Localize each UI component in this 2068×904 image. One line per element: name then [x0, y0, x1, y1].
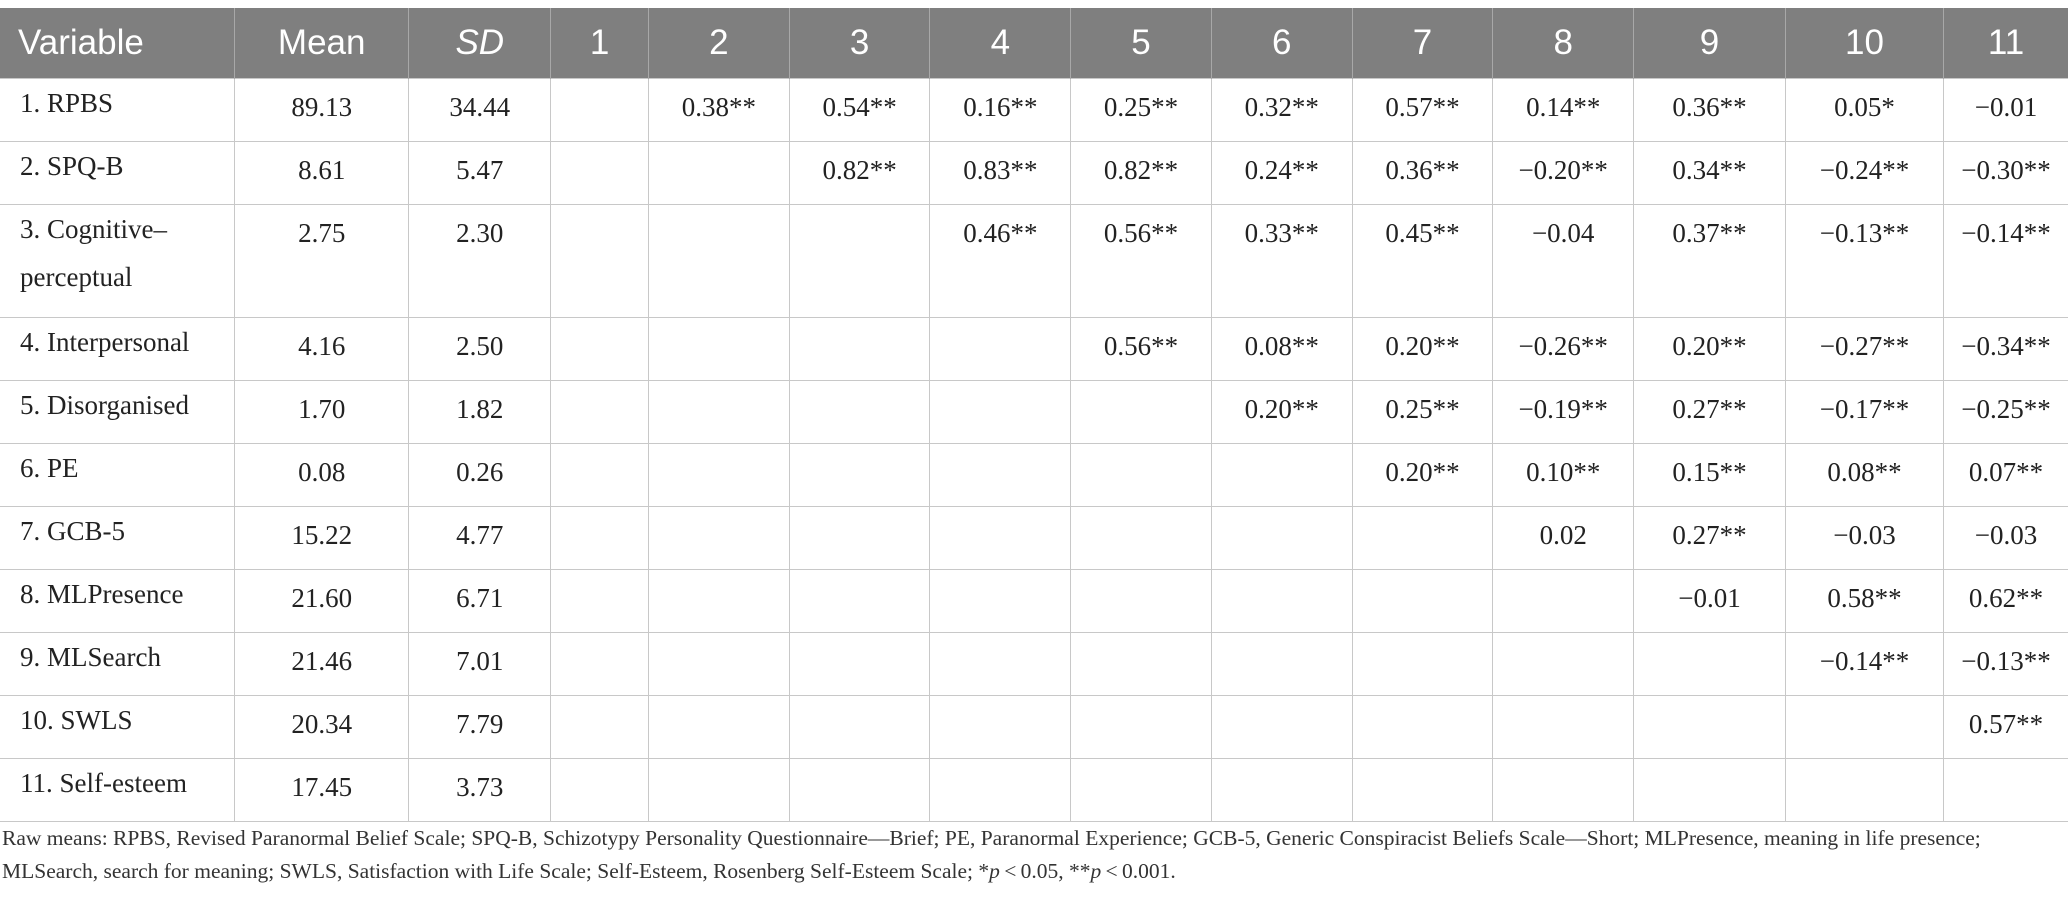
correlation-cell-7 [1352, 633, 1493, 696]
footnote-p2-marker: ** [1069, 859, 1091, 883]
correlation-cell-8: −0.20** [1493, 142, 1634, 205]
correlation-cell-9: 0.20** [1634, 318, 1786, 381]
correlation-cell-2 [649, 381, 790, 444]
correlation-cell-11: 0.62** [1944, 570, 2068, 633]
correlation-cell-4 [930, 696, 1071, 759]
correlation-cell-5 [1071, 507, 1212, 570]
correlation-cell-4 [930, 444, 1071, 507]
correlation-cell-4 [930, 318, 1071, 381]
correlation-cell-7: 0.57** [1352, 79, 1493, 142]
footnote-text: Raw means: RPBS, Revised Paranormal Belief Scale; SPQ-B, Schizotypy Personality Questionnaire—Brief; PE, Paranormal Experience; GCB-5, Generic Conspiracist Beliefs Scale—Short; MLPresence, meaning in life presence; MLSearch, search for meaning; SWLS, Satisfaction with Life Scale; Self-Esteem, Rosenberg Self-Esteem Scale; [2, 826, 1981, 883]
table-body [0, 79, 2068, 822]
correlation-cell-5 [1071, 759, 1212, 822]
header-col-7: 7 [1352, 8, 1493, 79]
sd-cell: 7.01 [409, 633, 551, 696]
correlation-cell-4: 0.83** [930, 142, 1071, 205]
correlation-cell-4: 0.16** [930, 79, 1071, 142]
table-row [0, 381, 2068, 444]
table-row [0, 759, 2068, 822]
correlation-cell-7: 0.25** [1352, 381, 1493, 444]
table-row [0, 205, 2068, 318]
correlation-cell-5: 0.56** [1071, 318, 1212, 381]
correlation-cell-6: 0.24** [1211, 142, 1352, 205]
correlation-cell-8: 0.14** [1493, 79, 1634, 142]
correlation-cell-1 [551, 381, 649, 444]
correlation-cell-1 [551, 79, 649, 142]
table-row [0, 507, 2068, 570]
table-row [0, 570, 2068, 633]
correlation-cell-8: 0.10** [1493, 444, 1634, 507]
correlation-cell-3 [789, 570, 930, 633]
header-col-2: 2 [649, 8, 790, 79]
table-row [0, 142, 2068, 205]
variable-name-cell: 11. Self-esteem [0, 759, 235, 822]
correlation-cell-2 [649, 205, 790, 318]
correlation-cell-6: 0.20** [1211, 381, 1352, 444]
correlation-cell-5 [1071, 381, 1212, 444]
variable-name-cell: 9. MLSearch [0, 633, 235, 696]
correlation-cell-9: −0.01 [1634, 570, 1786, 633]
correlation-cell-5 [1071, 570, 1212, 633]
correlation-cell-2 [649, 633, 790, 696]
correlation-cell-5 [1071, 633, 1212, 696]
correlation-cell-11: −0.34** [1944, 318, 2068, 381]
correlation-cell-6 [1211, 507, 1352, 570]
correlation-cell-11: −0.25** [1944, 381, 2068, 444]
correlation-cell-9 [1634, 759, 1786, 822]
correlation-cell-6: 0.08** [1211, 318, 1352, 381]
table-footnote [2, 822, 2062, 888]
table-row [0, 79, 2068, 142]
correlation-cell-1 [551, 444, 649, 507]
table-row [0, 444, 2068, 507]
correlation-cell-10: −0.13** [1785, 205, 1943, 318]
correlation-cell-2 [649, 507, 790, 570]
correlation-cell-2 [649, 318, 790, 381]
correlation-cell-7 [1352, 507, 1493, 570]
mean-cell: 2.75 [235, 205, 409, 318]
correlation-cell-10: 0.05* [1785, 79, 1943, 142]
correlation-cell-10 [1785, 759, 1943, 822]
correlation-cell-8 [1493, 696, 1634, 759]
header-col-6: 6 [1211, 8, 1352, 79]
correlation-cell-9 [1634, 696, 1786, 759]
correlation-cell-3 [789, 318, 930, 381]
variable-name-cell: 10. SWLS [0, 696, 235, 759]
correlation-cell-3 [789, 633, 930, 696]
correlation-cell-3: 0.54** [789, 79, 930, 142]
header-mean: Mean [235, 8, 409, 79]
correlation-cell-6: 0.32** [1211, 79, 1352, 142]
mean-cell: 1.70 [235, 381, 409, 444]
correlation-cell-8: −0.04 [1493, 205, 1634, 318]
correlation-cell-7: 0.45** [1352, 205, 1493, 318]
correlation-cell-2: 0.38** [649, 79, 790, 142]
mean-cell: 0.08 [235, 444, 409, 507]
correlation-cell-3 [789, 205, 930, 318]
correlation-cell-9: 0.27** [1634, 507, 1786, 570]
sd-cell: 2.30 [409, 205, 551, 318]
sd-cell: 3.73 [409, 759, 551, 822]
correlation-cell-5: 0.25** [1071, 79, 1212, 142]
correlation-cell-6: 0.33** [1211, 205, 1352, 318]
correlation-cell-4: 0.46** [930, 205, 1071, 318]
sd-cell: 2.50 [409, 318, 551, 381]
correlation-cell-11: 0.57** [1944, 696, 2068, 759]
sd-cell: 6.71 [409, 570, 551, 633]
table-header-row [0, 8, 2068, 79]
sd-cell: 7.79 [409, 696, 551, 759]
correlation-cell-11 [1944, 759, 2068, 822]
correlation-cell-8 [1493, 759, 1634, 822]
correlation-cell-11: −0.03 [1944, 507, 2068, 570]
header-col-1: 1 [551, 8, 649, 79]
correlation-cell-1 [551, 759, 649, 822]
mean-cell: 20.34 [235, 696, 409, 759]
correlation-cell-3 [789, 444, 930, 507]
correlation-cell-8: −0.26** [1493, 318, 1634, 381]
correlation-cell-2 [649, 696, 790, 759]
sd-cell: 4.77 [409, 507, 551, 570]
correlation-cell-9: 0.37** [1634, 205, 1786, 318]
header-col-5: 5 [1071, 8, 1212, 79]
correlation-cell-7 [1352, 696, 1493, 759]
table-row [0, 318, 2068, 381]
correlation-cell-11: −0.01 [1944, 79, 2068, 142]
correlation-cell-8: −0.19** [1493, 381, 1634, 444]
mean-cell: 17.45 [235, 759, 409, 822]
mean-cell: 15.22 [235, 507, 409, 570]
sd-cell: 34.44 [409, 79, 551, 142]
correlation-cell-3: 0.82** [789, 142, 930, 205]
correlation-cell-2 [649, 759, 790, 822]
footnote-p1-var: p [989, 859, 1000, 883]
correlation-cell-1 [551, 318, 649, 381]
correlation-cell-9: 0.15** [1634, 444, 1786, 507]
correlation-cell-4 [930, 507, 1071, 570]
correlation-cell-7: 0.36** [1352, 142, 1493, 205]
correlation-table [0, 8, 2068, 822]
header-col-4: 4 [930, 8, 1071, 79]
footnote-p2-rest: < 0.001. [1101, 859, 1176, 883]
correlation-cell-3 [789, 507, 930, 570]
correlation-cell-10: −0.24** [1785, 142, 1943, 205]
correlation-cell-9: 0.34** [1634, 142, 1786, 205]
correlation-cell-8 [1493, 633, 1634, 696]
correlation-cell-6 [1211, 633, 1352, 696]
correlation-cell-1 [551, 205, 649, 318]
sd-cell: 0.26 [409, 444, 551, 507]
correlation-cell-11: −0.14** [1944, 205, 2068, 318]
correlation-cell-9: 0.27** [1634, 381, 1786, 444]
footnote-p2-var: p [1090, 859, 1102, 883]
footnote-p1-rest: < 0.05, [999, 859, 1069, 883]
mean-cell: 4.16 [235, 318, 409, 381]
table-row [0, 696, 2068, 759]
correlation-cell-7 [1352, 759, 1493, 822]
correlation-cell-7: 0.20** [1352, 318, 1493, 381]
correlation-cell-3 [789, 759, 930, 822]
correlation-cell-5 [1071, 444, 1212, 507]
correlation-cell-7 [1352, 570, 1493, 633]
correlation-cell-5 [1071, 696, 1212, 759]
variable-name-cell: 4. Interpersonal [0, 318, 235, 381]
mean-cell: 21.46 [235, 633, 409, 696]
table-row [0, 633, 2068, 696]
mean-cell: 21.60 [235, 570, 409, 633]
variable-name-cell: 2. SPQ-B [0, 142, 235, 205]
variable-name-cell: 3. Cognitive–perceptual [0, 205, 235, 318]
correlation-cell-1 [551, 570, 649, 633]
correlation-cell-10: −0.03 [1785, 507, 1943, 570]
sd-cell: 5.47 [409, 142, 551, 205]
correlation-cell-4 [930, 759, 1071, 822]
correlation-cell-5: 0.56** [1071, 205, 1212, 318]
correlation-cell-10: 0.08** [1785, 444, 1943, 507]
correlation-cell-9: 0.36** [1634, 79, 1786, 142]
correlation-cell-11: 0.07** [1944, 444, 2068, 507]
correlation-cell-8: 0.02 [1493, 507, 1634, 570]
correlation-cell-4 [930, 381, 1071, 444]
correlation-table-container [0, 8, 2068, 822]
footnote-p1-marker: * [978, 859, 990, 883]
header-variable: Variable [0, 8, 235, 79]
correlation-cell-1 [551, 142, 649, 205]
variable-name-cell: 6. PE [0, 444, 235, 507]
correlation-cell-4 [930, 570, 1071, 633]
header-col-9: 9 [1634, 8, 1786, 79]
correlation-cell-4 [930, 633, 1071, 696]
variable-name-cell: 7. GCB-5 [0, 507, 235, 570]
correlation-cell-9 [1634, 633, 1786, 696]
variable-name-cell: 1. RPBS [0, 79, 235, 142]
header-col-8: 8 [1493, 8, 1634, 79]
header-col-11: 11 [1944, 8, 2068, 79]
header-col-3: 3 [789, 8, 930, 79]
correlation-cell-2 [649, 570, 790, 633]
mean-cell: 8.61 [235, 142, 409, 205]
correlation-cell-6 [1211, 759, 1352, 822]
variable-name-cell: 5. Disorganised [0, 381, 235, 444]
correlation-cell-10: 0.58** [1785, 570, 1943, 633]
correlation-cell-10: −0.14** [1785, 633, 1943, 696]
header-col-10: 10 [1785, 8, 1943, 79]
correlation-cell-5: 0.82** [1071, 142, 1212, 205]
correlation-cell-1 [551, 633, 649, 696]
correlation-cell-8 [1493, 570, 1634, 633]
correlation-cell-2 [649, 142, 790, 205]
correlation-cell-1 [551, 696, 649, 759]
correlation-cell-3 [789, 696, 930, 759]
correlation-cell-3 [789, 381, 930, 444]
correlation-cell-10 [1785, 696, 1943, 759]
correlation-cell-6 [1211, 696, 1352, 759]
correlation-cell-2 [649, 444, 790, 507]
correlation-cell-10: −0.27** [1785, 318, 1943, 381]
header-sd: SD [409, 8, 551, 79]
correlation-cell-1 [551, 507, 649, 570]
correlation-cell-7: 0.20** [1352, 444, 1493, 507]
variable-name-cell: 8. MLPresence [0, 570, 235, 633]
sd-cell: 1.82 [409, 381, 551, 444]
correlation-cell-10: −0.17** [1785, 381, 1943, 444]
correlation-cell-11: −0.30** [1944, 142, 2068, 205]
correlation-cell-11: −0.13** [1944, 633, 2068, 696]
mean-cell: 89.13 [235, 79, 409, 142]
correlation-cell-6 [1211, 570, 1352, 633]
correlation-cell-6 [1211, 444, 1352, 507]
